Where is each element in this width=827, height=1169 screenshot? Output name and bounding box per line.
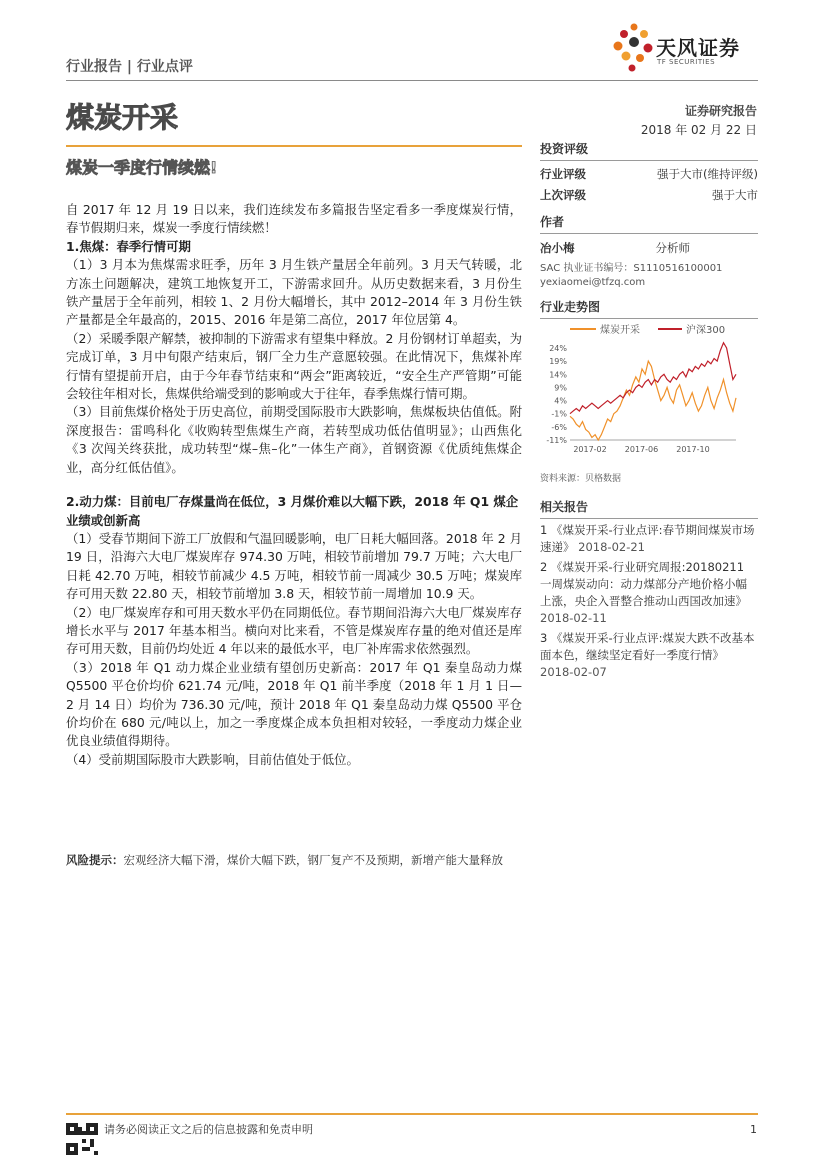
related-section <box>540 498 758 681</box>
x-tick-label: 2017-06 <box>624 445 659 454</box>
company-logo <box>612 22 762 72</box>
chart-legend <box>570 323 725 336</box>
related-report-2[interactable]: 2 《煤炭开采-行业研究周报:20180211 一周煤炭动向：动力煤部分产地价格小幅上涨，央企入晋整合推动山西国改加速》 2018-02-11 <box>540 560 747 625</box>
qr-code-icon <box>66 1123 98 1155</box>
chart-series <box>570 343 736 440</box>
risk-text: 宏观经济大幅下滑，煤价大幅下跌，钢厂复产不及预期，新增产能大量释放 <box>123 853 503 867</box>
author-line <box>540 240 690 256</box>
paragraph: （4）受前期国际股市大跌影响，目前估值处于低位。 <box>66 751 359 767</box>
paragraph: （2）采暖季限产解禁，被抑制的下游需求有望集中释放。2 月份钢材订单超卖，为完成订单，3 月中旬限产结束后，钢厂全力生产意愿较强。在此情况下，焦煤补库行情有望提前开启，由于今年春节结束和“两会”距离较近，“安全生产严管期”可能会较往年相对长，焦煤供给端受到的影响或大于往年，春季焦煤行情可期。 <box>66 330 522 402</box>
prev-rating-row <box>540 187 758 203</box>
y-tick-label: 24% <box>549 344 567 353</box>
paragraph: （1）受春节期间下游工厂放假和气温回暖影响，电厂日耗大幅回落。2018 年 2 月 19 日，沿海六大电厂煤炭库存 974.30 万吨，相较节前增加 79.7 万吨；六大电厂日耗 42.70 万吨，相较节前减少 4.5 万吨，相较节前一周减少 30.5 万吨；煤炭库存可用天数 22.80 天，相较节前增加 3.8 天，相较节前一周增加 10.9 天。 <box>66 530 522 602</box>
trend-chart <box>540 318 758 478</box>
x-tick-label: 2017-10 <box>676 445 710 454</box>
paragraph: （2）电厂煤炭库存和可用天数水平仍在同期低位。春节期间沿海六大电厂煤炭库存增长水平与 2017 年基本相当。横向对比来看，不管是煤炭库存量的绝对值还是库存可用天数，目前仍均处近 4 年以来的最低水平，电厂补库需求依然强烈。 <box>66 604 522 657</box>
related-title: 相关报告 <box>540 498 758 519</box>
author-email[interactable]: yexiaomei@tfzq.com <box>540 277 646 288</box>
y-axis <box>546 344 736 445</box>
related-report-1[interactable]: 1 《煤炭开采-行业点评:春节期间煤炭市场速递》 2018-02-21 <box>540 523 755 554</box>
author-role: 分析师 <box>655 241 690 255</box>
section-heading-coking-coal: 1.焦煤：春季行情可期 <box>66 238 191 254</box>
report-date: 2018 年 02 月 22 日 <box>640 123 757 137</box>
page-number: 1 <box>750 1123 757 1136</box>
author-name: 冶小梅 <box>540 241 575 255</box>
related-report-3[interactable]: 3 《煤炭开采-行业点评:煤炭大跌不改基本面本色，继续坚定看好一季度行情》 2018-02-07 <box>540 631 755 679</box>
rating-label: 行业评级 <box>540 167 586 181</box>
y-tick-label: -11% <box>546 436 567 445</box>
x-axis <box>573 445 709 454</box>
legend-label-coal: 煤炭开采 <box>600 325 640 336</box>
chart-source: 资料来源：贝格数据 <box>540 474 622 484</box>
rating-row <box>540 166 758 182</box>
x-tick-label: 2017-02 <box>573 445 607 454</box>
risk-label: 风险提示： <box>66 853 124 867</box>
y-tick-label: 4% <box>554 396 567 406</box>
risk-warning <box>66 851 522 870</box>
industry-title: 煤炭开采 <box>66 101 179 134</box>
logo-mark-icon <box>612 22 656 72</box>
author-section <box>540 213 758 288</box>
y-tick-label: 19% <box>549 357 567 367</box>
rating-title: 投资评级 <box>540 140 758 161</box>
prev-rating-label: 上次评级 <box>540 188 586 202</box>
trend-title: 行业走势图 <box>540 298 758 319</box>
y-tick-label: 14% <box>549 370 567 380</box>
y-tick-label: -1% <box>551 409 567 419</box>
author-title: 作者 <box>540 213 758 234</box>
rating-section <box>540 140 758 203</box>
y-tick-label: 9% <box>554 383 567 393</box>
rating-value: 强于大市(维持评级) <box>657 167 758 181</box>
report-title: 煤炭一季度行情续燃! <box>66 158 218 177</box>
logo-text: 天风证券 <box>656 36 740 60</box>
series-line-coal <box>570 361 736 440</box>
footer-divider <box>66 1113 758 1115</box>
prev-rating-value: 强于大市 <box>712 188 758 202</box>
y-tick-label: -6% <box>551 422 567 432</box>
legend-label-hs300: 沪深300 <box>686 325 726 336</box>
report-category: 行业报告 | 行业点评 <box>66 59 193 75</box>
report-body <box>66 201 522 769</box>
author-sac: SAC 执业证书编号：S1110516100001 <box>540 263 723 274</box>
series-line-hs300 <box>570 343 736 414</box>
intro-paragraph: 自 2017 年 12 月 19 日以来，我们连续发布多篇报告坚定看多一季度煤炭行情，春节假期归来，煤炭一季度行情续燃！ <box>66 202 522 236</box>
report-type: 证券研究报告 <box>684 104 757 118</box>
paragraph: （1）3 月本为焦煤需求旺季，历年 3 月生铁产量居全年前列。3 月天气转暖，北方冻土问题解决，建筑工地恢复开工，下游需求回升。从历史数据来看，3 月份生铁产量居于全年前列，相较 1、2 月份大幅增长，其中 2012–2014 年 3 月份生铁产量都是全年最高的，2015、2016 年是第二高位，2017 年位居第 4。 <box>66 257 522 328</box>
header-divider <box>66 80 758 81</box>
title-divider <box>66 145 522 147</box>
trend-section <box>540 298 758 319</box>
paragraph: （3）目前焦煤价格处于历史高位，前期受国际股市大跌影响，焦煤板块估值低。附深度报告：雷鸣科化《收购转型焦煤生产商，若转型成功低估值明显》；山西焦化《3 次闯关终获批，成功转型“煤–焦–化”一体生产商》，首钢资源《优质纯焦煤企业，高分红低估值》。 <box>66 404 522 475</box>
section-heading-thermal-coal: 2.动力煤：目前电厂存煤量尚在低位，3 月煤价难以大幅下跌，2018 年 Q1 煤企业绩或创新高 <box>66 494 519 528</box>
footer-disclaimer: 请务必阅读正文之后的信息披露和免责申明 <box>104 1123 313 1136</box>
paragraph: （3）2018 年 Q1 动力煤企业业绩有望创历史新高：2017 年 Q1 秦皇岛动力煤 Q5500 平仓价均价 621.74 元/吨，2018 年 Q1 前半季度（2018 年 1 月 1 日—2 月 14 日）均价为 736.30 元/吨，预计 2018 年 Q1 秦皇岛动力煤 Q5500 平仓价均价在 680 元/吨以上，加之一季度煤企成本负担相对较轻，一季度动力煤企业优良业绩值得期待。 <box>66 659 522 749</box>
logo-subtext: TF SECURITIES <box>657 58 716 66</box>
